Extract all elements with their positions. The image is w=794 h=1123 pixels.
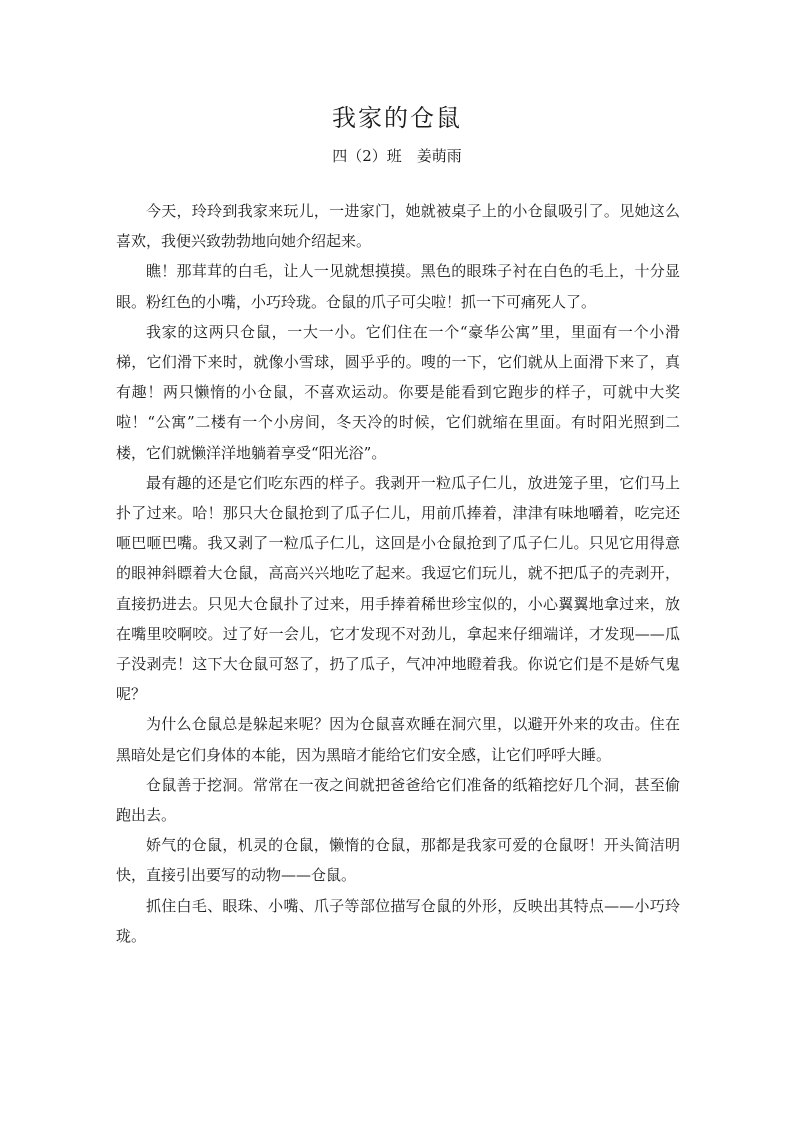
paragraph-7: 娇气的仓鼠，机灵的仓鼠，懒惰的仓鼠，那都是我家可爱的仓鼠呀！开头简洁明快，直接引出要写的动物——仓鼠。 xyxy=(116,836,680,885)
author-class-line: 四（2）班 姜萌雨 xyxy=(332,147,462,165)
document-title: 我家的仓鼠 xyxy=(332,104,462,132)
paragraph-3: 我家的这两只仓鼠，一大一小。它们住在一个“豪华公寓”里，里面有一个小滑梯，它们滑下来时，就像小雪球，圆乎乎的。嗖的一下，它们就从上面滑下来了，真有趣！两只懒惰的小仓鼠，不喜欢运动。你要是能看到它跑步的样子，可就中大奖啦！“公寓”二楼有一个小房间，冬天冷的时候，它们就缩在里面。有时阳光照到二楼，它们就懒洋洋地躺着享受“阳光浴”。 xyxy=(116,322,680,462)
paragraph-2: 瞧！那茸茸的白毛，让人一见就想摸摸。黑色的眼珠子衬在白色的毛上，十分显眼。粉红色的小嘴，小巧玲珑。仓鼠的爪子可尖啦！抓一下可痛死人了。 xyxy=(116,262,680,311)
paragraph-1: 今天，玲玲到我家来玩儿，一进家门，她就被桌子上的小仓鼠吸引了。见她这么喜欢，我便兴致勃勃地向她介绍起来。 xyxy=(116,202,680,251)
paragraph-5: 为什么仓鼠总是躲起来呢？因为仓鼠喜欢睡在洞穴里，以避开外来的攻击。住在黑暗处是它们身体的本能，因为黑暗才能给它们安全感，让它们呼呼大睡。 xyxy=(116,715,680,764)
paragraph-4: 最有趣的还是它们吃东西的样子。我剥开一粒瓜子仁儿，放进笼子里，它们马上扑了过来。哈！那只大仓鼠抢到了瓜子仁儿，用前爪捧着，津津有味地嚼着，吃完还咂巴咂巴嘴。我又剥了一粒瓜子仁儿，这回是小仓鼠抢到了瓜子仁儿。只见它用得意的眼神斜瞟着大仓鼠，高高兴兴地吃了起来。我逗它们玩儿，就不把瓜子的壳剥开，直接扔进去。只见大仓鼠扑了过来，用手捧着稀世珍宝似的，小心翼翼地拿过来，放在嘴里咬啊咬。过了好一会儿，它才发现不对劲儿，拿起来仔细端详，才发现——瓜子没剥壳！这下大仓鼠可怒了，扔了瓜子，气冲冲地瞪着我。你说它们是不是娇气鬼呢？ xyxy=(116,473,680,704)
essay-body xyxy=(116,196,680,951)
paragraph-8: 抓住白毛、眼珠、小嘴、爪子等部位描写仓鼠的外形，反映出其特点——小巧玲珑。 xyxy=(116,896,680,945)
paragraph-6: 仓鼠善于挖洞。常常在一夜之间就把爸爸给它们准备的纸箱挖好几个洞，甚至偷跑出去。 xyxy=(116,775,680,825)
